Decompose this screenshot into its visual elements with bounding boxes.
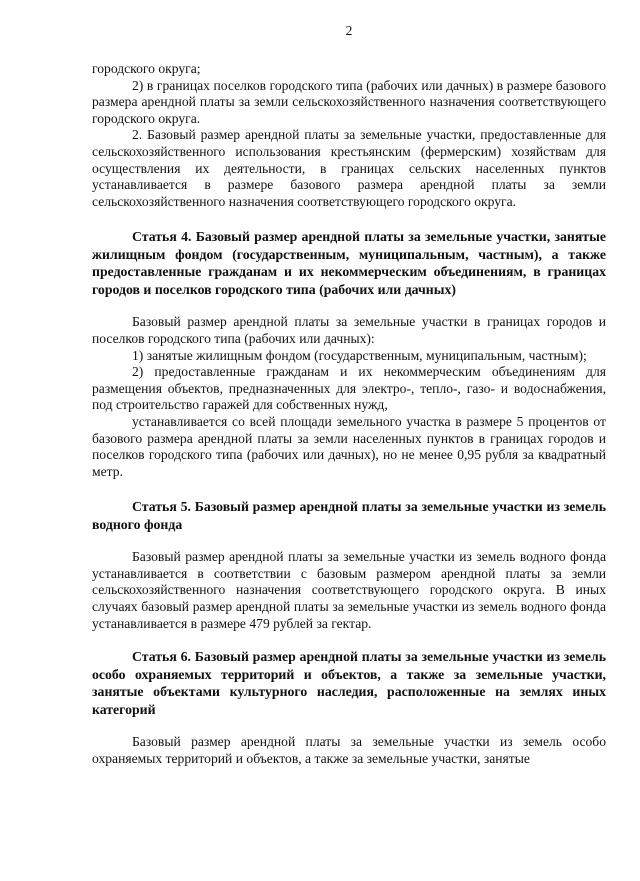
paragraph-continuation: городского округа; xyxy=(92,61,201,76)
article-6-body: Базовый размер арендной платы за земельные участки из земель особо охраняемых территорий и объектов, а также за земельные участки, занятые xyxy=(92,734,606,766)
article-5-heading: Статья 5. Базовый размер арендной платы за земельные участки из земель водного фонда xyxy=(92,499,606,532)
paragraph-item-2: 2) в границах поселков городского типа (рабочих или дачных) в размере базового размера арендной платы за земли сельскохозяйственного назначения соответствующего городского округа. xyxy=(92,77,606,126)
paragraph-point-2: 2. Базовый размер арендной платы за земельные участки, предоставленные для сельскохозяйственного использования крестьянским (фермерским) хозяйствам для осуществления их деятельности, в границах сельских населенных пунктов устанавливается в размере базового размера арендной платы за земли сельскохозяйственного назначения соответствующего городского округа. xyxy=(92,127,606,209)
document-page xyxy=(92,22,606,767)
article-5-body: Базовый размер арендной платы за земельные участки из земель водного фонда устанавливается в соответствии с базовым размером арендной платы за земли сельскохозяйственного назначения соответствующего городского округа. В иных случаях базовый размер арендной платы за земельные участки из земель водного фонда устанавливается в размере 479 рублей за гектар. xyxy=(92,549,606,631)
article-6-heading: Статья 6. Базовый размер арендной платы за земельные участки из земель особо охраняемых территорий и объектов, а также за земельные участки, занятые объектами культурного наследия, расположенные на землях иных категорий xyxy=(92,649,606,717)
article-4-heading: Статья 4. Базовый размер арендной платы за земельные участки, занятые жилищным фондом (государственным, муниципальным, частным), а также предоставленные гражданам и их некоммерческим объединениям, в границах городов и поселков городского типа (рабочих или дачных) xyxy=(92,229,606,297)
article-4-item-1: 1) занятые жилищным фондом (государственным, муниципальным, частным); xyxy=(132,347,587,363)
page-number: 2 xyxy=(345,23,353,38)
article-4-conclusion: устанавливается со всей площади земельного участка в размере 5 процентов от базового размера арендной платы за земли населенных пунктов в границах городов и поселков городского типа (рабочих или дачных), но не менее 0,95 рубля за квадратный метр. xyxy=(92,413,606,479)
article-4-intro: Базовый размер арендной платы за земельные участки в границах городов и поселков городского типа (рабочих или дачных): xyxy=(92,314,606,346)
article-4-item-2: 2) предоставленные гражданам и их некоммерческим объединениям для размещения объектов, предназначенных для электро-, тепло-, газо- и водоснабжения, под строительство гаражей для собственных нужд, xyxy=(92,364,606,413)
